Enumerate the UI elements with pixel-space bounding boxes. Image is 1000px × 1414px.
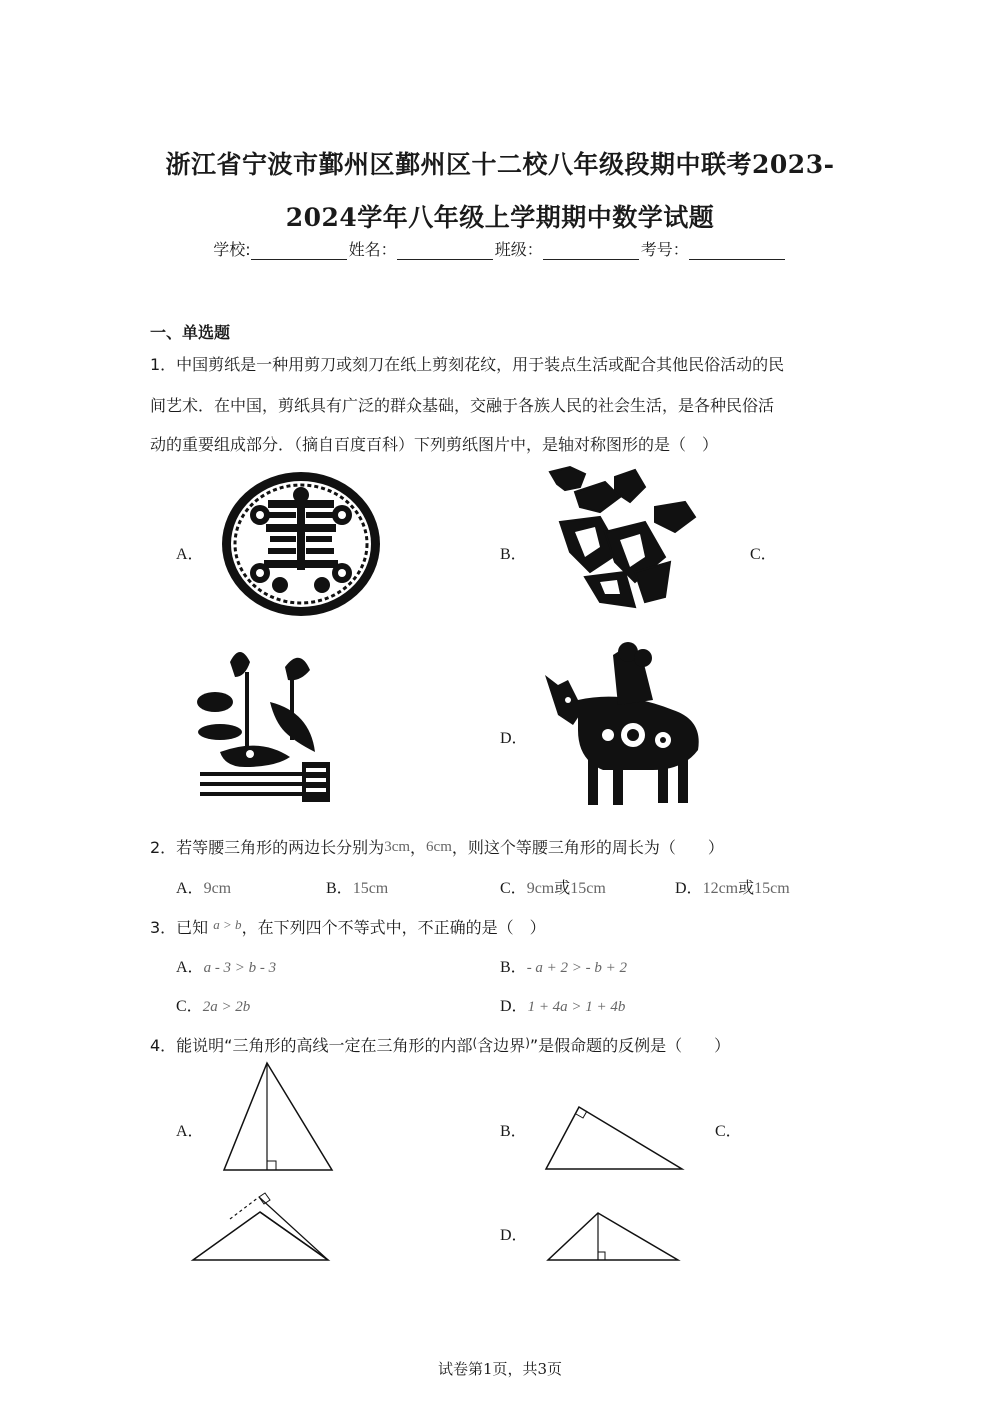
q2-option-c-value-2: 15cm (570, 880, 606, 897)
q4-stem (150, 1033, 730, 1056)
school-blank (251, 243, 347, 260)
papercut-double-happiness-image (220, 470, 382, 618)
q4-stem-pre: 4．能说明“三角形的高线一定在三角形的内部 (150, 1036, 473, 1055)
q4-stem-mid: 含边界 (477, 1036, 526, 1055)
q3-option-d-label: D． (500, 998, 528, 1015)
q3-option-a-value: a - 3 > b - 3 (203, 960, 277, 976)
triangle-b-diagram (543, 1103, 686, 1173)
q2-separator: ， (410, 838, 427, 857)
q1-option-a-label: A． (176, 546, 204, 563)
q2-option-b-label: B． (326, 880, 353, 897)
q3-option-b (500, 954, 627, 977)
q3-option-b-label: B． (500, 959, 527, 976)
papercut-lotus-bird-image (190, 642, 340, 804)
q3-stem-pre: 3．已知 (150, 918, 209, 937)
q3-option-a (176, 954, 276, 977)
q2-option-a-value: 9cm (203, 880, 232, 897)
q2-option-c-or: 或 (554, 878, 571, 897)
section-heading: 一、单选题 (150, 323, 231, 342)
q1-line3: 动的重要组成部分．（摘自百度百科）下列剪纸图片中，是轴对称图形的是（ ） (150, 435, 719, 454)
q2-option-b (326, 875, 388, 898)
q2-option-d (675, 875, 790, 898)
q4-stem-post: ”是假命题的反例是（ ） (529, 1036, 731, 1055)
q1-option-d-label: D． (500, 730, 528, 747)
q2-option-c-label: C． (500, 880, 527, 897)
q2-length-2: 6cm (426, 839, 452, 855)
class-label: 班级： (494, 240, 543, 259)
q2-stem (150, 835, 724, 858)
q4-option-b-label: B． (500, 1123, 527, 1140)
q2-length-1: 3cm (384, 839, 411, 855)
q3-option-c-label: C． (176, 998, 203, 1015)
q2-option-a (176, 875, 231, 898)
school-label: 学校: (213, 240, 251, 259)
triangle-a-diagram (220, 1060, 336, 1174)
papercut-donkey-rider-image (543, 640, 708, 808)
number-blank (689, 243, 785, 260)
q4-paren-open: ( (472, 1036, 478, 1050)
q2-option-d-or: 或 (738, 878, 755, 897)
q2-option-b-value: 15cm (352, 880, 389, 897)
q4-option-a-label: A． (176, 1123, 204, 1140)
q4-option-c-label: C． (715, 1123, 742, 1140)
q3-option-d-value: 1 + 4a > 1 + 4b (527, 999, 626, 1015)
q1-line2: 间艺术．在中国，剪纸具有广泛的群众基础，交融于各族人民的社会生活，是各种民俗活 (150, 396, 775, 415)
q4-option-d-label: D． (500, 1227, 528, 1244)
q3-option-d (500, 993, 625, 1016)
q2-stem-pre: 2．若等腰三角形的两边长分别为 (150, 838, 385, 857)
q3-condition: a > b (213, 917, 242, 932)
name-blank (397, 243, 493, 260)
q3-option-b-value: - a + 2 > - b + 2 (526, 960, 628, 976)
triangle-d-diagram (545, 1210, 682, 1264)
q1-option-c-label: C． (750, 546, 777, 563)
q3-stem (150, 915, 546, 938)
class-blank (543, 243, 639, 260)
q2-option-d-label: D． (675, 880, 703, 897)
q2-option-d-value-1: 12cm (702, 880, 739, 897)
papercut-horsemen-image (545, 462, 710, 612)
q1-line1: 1．中国剪纸是一种用剪刀或刻刀在纸上剪刻花纹，用于装点生活或配合其他民俗活动的民 (150, 355, 785, 374)
q2-stem-post: ，则这个等腰三角形的周长为（ ） (451, 838, 724, 857)
name-label: 姓名： (348, 240, 397, 259)
q2-option-d-value-2: 15cm (754, 880, 790, 897)
q3-stem-post: ，在下列四个不等式中，不正确的是（ ） (241, 918, 546, 937)
q2-option-c (500, 875, 606, 898)
doc-title-line2: 2024学年八年级上学期期中数学试题 (285, 203, 715, 232)
student-info-line (0, 237, 1000, 260)
q2-option-a-label: A． (176, 880, 204, 897)
q3-option-a-label: A． (176, 959, 204, 976)
triangle-c-diagram (190, 1190, 332, 1264)
number-label: 考号： (640, 240, 689, 259)
q3-option-c-value: 2a > 2b (202, 999, 251, 1015)
page-footer: 试卷第1页，共3页 (437, 1360, 563, 1378)
q1-option-b-label: B． (500, 546, 527, 563)
q4-paren-close: ) (525, 1036, 530, 1050)
doc-title-line1: 浙江省宁波市鄞州区鄞州区十二校八年级段期中联考2023- (165, 150, 835, 179)
q2-option-c-value-1: 9cm (526, 880, 555, 897)
q3-option-c (176, 993, 250, 1016)
